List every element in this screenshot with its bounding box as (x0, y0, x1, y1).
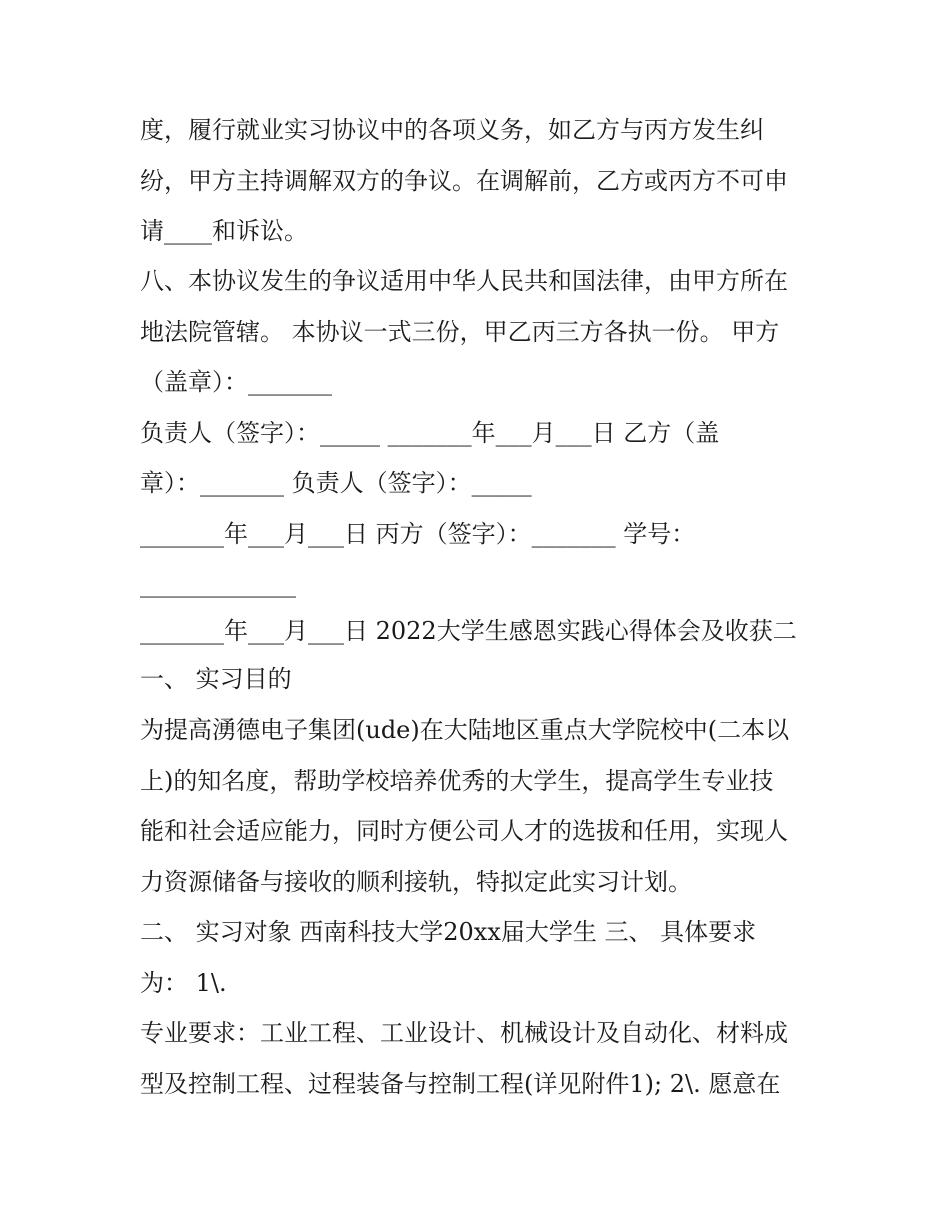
text-line-10: _____________ (140, 570, 296, 598)
text-line-16: 力资源储备与接收的顺利接轨，特拟定此实习计划。 (140, 868, 692, 896)
text-line-20: 型及控制工程、过程装备与控制工程(详见附件1); 2\. 愿意在 (140, 1070, 781, 1098)
text-line-6: （盖章）：_______ (140, 368, 332, 396)
text-line-14: 上)的知名度，帮助学校培养优秀的大学生，提高学生专业技 (140, 767, 774, 795)
text-line-8: 章）：_______ 负责人（签字）：_____ (140, 469, 532, 497)
text-line-19: 专业要求：工业工程、工业设计、机械设计及自动化、材料成 (140, 1019, 788, 1047)
text-line-18: 为： 1\. (140, 969, 227, 997)
text-line-5: 地法院管辖。 本协议一式三份，甲乙丙三方各执一份。 甲方 (140, 318, 780, 346)
text-line-13: 为提高湧德电子集团(ude)在大陆地区重点大学院校中(二本以 (140, 716, 790, 744)
text-line-15: 能和社会适应能力，同时方便公司人才的选拔和任用，实现人 (140, 817, 788, 845)
text-line-3: 请____和诉讼。 (140, 217, 308, 245)
text-line-11: _______年___月___日 2022大学生感恩实践心得体会及收获二 (140, 617, 797, 645)
text-line-4: 八、本协议发生的争议适用中华人民共和国法律，由甲方所在 (140, 267, 788, 295)
text-line-7: 负责人（签字）：_____ _______年___月___日 乙方（盖 (140, 419, 720, 447)
section-heading-1: 一、 实习目的 (140, 665, 292, 693)
text-line-9: _______年___月___日 丙方（签字）：_______ 学号： (140, 520, 696, 548)
text-line-2: 纷，甲方主持调解双方的争议。在调解前，乙方或丙方不可申 (140, 167, 788, 195)
text-line-1: 度，履行就业实习协议中的各项义务，如乙方与丙方发生纠 (140, 116, 764, 144)
text-line-17: 二、 实习对象 西南科技大学20xx届大学生 三、 具体要求 (140, 918, 757, 946)
